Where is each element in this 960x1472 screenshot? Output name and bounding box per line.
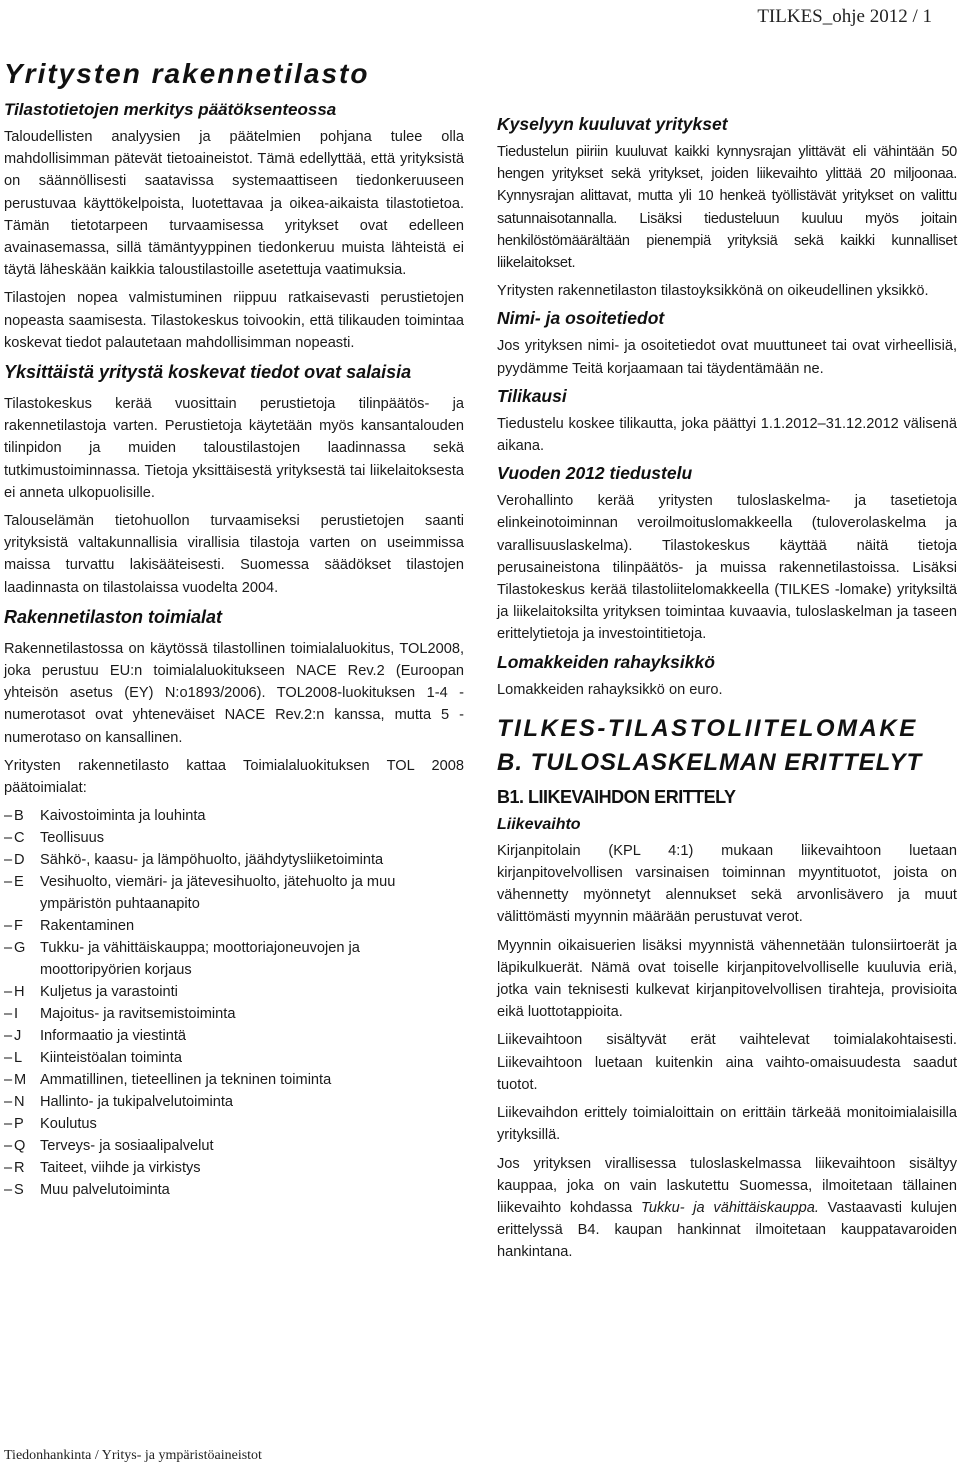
form-title: TILKES-TILASTOLIITELOMAKE bbox=[497, 714, 918, 742]
section-heading-name-address: Nimi- ja osoitetiedot bbox=[497, 308, 665, 329]
industry-item bbox=[4, 1025, 464, 1047]
industry-dash: – bbox=[4, 984, 13, 1001]
industry-code: J bbox=[14, 1028, 22, 1045]
section-heading-b1: B1. LIIKEVAIHDON ERITTELY bbox=[497, 786, 736, 807]
industry-code: R bbox=[14, 1160, 25, 1177]
industry-dash: – bbox=[4, 1072, 13, 1089]
subheading-turnover: Liikevaihto bbox=[497, 815, 581, 833]
industry-dash: – bbox=[4, 852, 13, 869]
paragraph-turnover-2-text: Myynnin oikaisuerien lisäksi myynnistä vähennetään tulonsiirtoerät ja läpikulkuerät. Nämä ovat toiselle kirjanpitovelvolliselle kuuluvia eriä, jotka vain teknisesti kulkevat kirjanpitovelvollisen tirahteja, provisioita eikä luottotappioita. bbox=[497, 937, 957, 1021]
paragraph-statistics-importance-2: Tilastojen nopea valmistuminen riippuu ratkaisevasti perustietojen nopeasta saamisesta. Tilastokeskus toivookin, että tilikauden toimintaa koskevat tiedot palautetaan mahdollisimman nopeasti. bbox=[4, 290, 464, 351]
industry-item bbox=[4, 937, 464, 981]
industry-dash: – bbox=[4, 1138, 13, 1155]
industry-code: L bbox=[14, 1050, 23, 1067]
industry-name: Kuljetus ja varastointi bbox=[40, 984, 178, 1001]
industry-item bbox=[4, 849, 464, 871]
document-title: Yritysten rakennetilasto bbox=[4, 58, 370, 89]
industry-dash: – bbox=[4, 808, 13, 825]
industry-item bbox=[4, 1135, 464, 1157]
industry-dash: – bbox=[4, 1116, 13, 1133]
page-header-id: TILKES_ohje 2012 / 1 bbox=[757, 6, 932, 27]
paragraph-industries-2: Yritysten rakennetilasto kattaa Toimialaluokituksen TOL 2008 päätoimialat: bbox=[4, 757, 464, 797]
industry-item bbox=[4, 1069, 464, 1091]
industry-item bbox=[4, 805, 464, 827]
industry-name: Majoitus- ja ravitsemistoiminta bbox=[40, 1006, 236, 1023]
industry-dash: – bbox=[4, 830, 13, 847]
paragraph-turnover-2 bbox=[497, 935, 957, 1024]
industry-code: P bbox=[14, 1116, 24, 1133]
industry-name: Sähkö-, kaasu- ja lämpöhuolto, jäähdytysliiketoiminta bbox=[40, 852, 384, 869]
paragraph-turnover-5-part2: Vastaavasti kulujen erittelyssä B4. kaupan hankinnat ilmoitetaan kauppatavaroiden hankintana. bbox=[497, 1199, 957, 1261]
section-heading-fiscal-period: Tilikausi bbox=[497, 385, 567, 406]
industry-name: Kiinteistöalan toiminta bbox=[40, 1050, 182, 1067]
industry-code: C bbox=[14, 830, 25, 847]
industry-dash: – bbox=[4, 1028, 13, 1045]
right-column bbox=[497, 114, 957, 1270]
paragraph-turnover-5-emphasis: Tukku- ja vähittäiskauppa. bbox=[641, 1199, 819, 1216]
paragraph-turnover-5 bbox=[497, 1153, 957, 1264]
industry-name: Hallinto- ja tukipalvelutoiminta bbox=[40, 1094, 234, 1111]
industry-dash: – bbox=[4, 940, 13, 957]
industry-dash: – bbox=[4, 1050, 13, 1067]
industry-code: M bbox=[14, 1072, 27, 1089]
paragraph-turnover-4: Liikevaihdon erittely toimialoittain on erittäin tärkeää monitoimialaisilla yrityksillä. bbox=[497, 1105, 957, 1144]
industry-item bbox=[4, 981, 464, 1003]
left-column bbox=[4, 100, 464, 1201]
industry-item bbox=[4, 915, 464, 937]
paragraph-confidentiality-1: Tilastokeskus kerää vuosittain perustietoja tilinpäätös- ja rakennetilastoja varten. Perustietoja käytetään myös kansantalouden tilinpidon ja muiden taloustilastojen laadinnassa sekä tutkimustoiminnassa. Tietoja yksittäisestä yrityksestä tai liikelaitoksesta ei anneta ulkopuolisille. bbox=[4, 396, 464, 501]
industry-name: Tukku- ja vähittäiskauppa; moottoriajoneuvojen ja moottoripyörien korjaus bbox=[40, 940, 360, 979]
industry-code: G bbox=[14, 940, 26, 957]
industry-name: Koulutus bbox=[40, 1116, 97, 1133]
page-footer: Tiedonhankinta / Yritys- ja ympäristöaineistot bbox=[4, 1448, 262, 1463]
industry-item bbox=[4, 871, 464, 915]
industry-dash: – bbox=[4, 1094, 13, 1111]
industry-item bbox=[4, 1113, 464, 1135]
industry-code: S bbox=[14, 1182, 24, 1199]
industry-item bbox=[4, 1157, 464, 1179]
industry-item bbox=[4, 827, 464, 849]
industry-code: N bbox=[14, 1094, 25, 1111]
industry-name: Rakentaminen bbox=[40, 918, 135, 935]
industry-dash: – bbox=[4, 1182, 13, 1199]
industry-code: E bbox=[14, 874, 24, 891]
paragraph-turnover-1: Kirjanpitolain (KPL 4:1) mukaan liikevaihtoon luetaan kirjanpitovelvollisen varsinaisen toiminnan myyntituotot, joista on vähennetty myönnetyt alennukset sekä arvonlisävero ja muut välittömästi myynnin määrään perustuvat verot. bbox=[497, 842, 957, 926]
section-heading-survey-2012: Vuoden 2012 tiedustelu bbox=[497, 463, 693, 484]
industry-name: Ammatillinen, tieteellinen ja tekninen toiminta bbox=[40, 1072, 332, 1089]
paragraph-currency-unit: Lomakkeiden rahayksikkö on euro. bbox=[497, 681, 723, 698]
form-subtitle: B. TULOSLASKELMAN ERITTELYT bbox=[497, 748, 923, 776]
paragraph-turnover-5-part1: Jos yrityksen virallisessa tuloslaskelmassa liikevaihtoon sisältyy kauppaa, joka on vain laskutettu Suomessa, ilmoitetaan tällainen liikevaihto kohdassa bbox=[497, 1155, 957, 1216]
industry-code: H bbox=[14, 984, 25, 1001]
industry-list bbox=[4, 805, 464, 1201]
industry-name: Taiteet, viihde ja virkistys bbox=[40, 1160, 201, 1177]
industry-code: I bbox=[14, 1006, 19, 1023]
industry-item bbox=[4, 1047, 464, 1069]
paragraph-fiscal-period: Tiedustelu koskee tilikautta, joka päättyi 1.1.2012–31.12.2012 välisenä aikana. bbox=[497, 415, 957, 455]
paragraph-confidentiality-2: Talouselämän tietohuollon turvaamiseksi perustietojen saanti yrityksistä valtakunnallisia virallisia tilastoja varten on useimmissa maissa turvattu lakisääteisesti. Suomessa säädökset tilastojen laadinnasta on tilastolaissa vuodelta 2004. bbox=[4, 513, 464, 596]
paragraph-industries-1: Rakennetilastossa on käytössä tilastollinen toimialaluokitus, TOL2008, joka perustuu EU:n toimialaluokitukseen NACE Rev.2 (Euroopan yhteisön asetus (EY) N:o1893/2006). TOL2008-luokituksen 1-4 -numerotasot ovat yhteneväiset NACE Rev.2:n kanssa, mutta 5 -numerotaso on kansallinen. bbox=[4, 640, 464, 746]
industry-item bbox=[4, 1091, 464, 1113]
section-heading-statistics-importance: Tilastotietojen merkitys päätöksenteossa bbox=[4, 100, 337, 119]
industry-name: Informaatio ja viestintä bbox=[40, 1028, 187, 1045]
industry-name: Teollisuus bbox=[40, 830, 105, 847]
industry-item bbox=[4, 1003, 464, 1025]
section-heading-currency-unit: Lomakkeiden rahayksikkö bbox=[497, 651, 715, 672]
paragraph-surveyed-companies-1: Tiedustelun piiriin kuuluvat kaikki kynnysrajan ylittävät eli vähintään 50 hengen yritykset sekä yritykset, joiden liikevaihto ylittää 20 miljoonaa. Kynnysrajan alittavat, mutta yli 10 henkeä työllistävät yritykset on valittu satunnaisotannalla. Lisäksi tiedusteluun kuuluu myös joitain henkilöstömäärältään pienempiä yrityksiä sekä kaikki kunnalliset liikelaitokset. bbox=[497, 144, 957, 272]
industry-code: D bbox=[14, 852, 25, 869]
industry-name: Muu palvelutoiminta bbox=[40, 1182, 170, 1199]
industry-item bbox=[4, 1179, 464, 1201]
paragraph-name-address: Jos yrityksen nimi- ja osoitetiedot ovat muuttuneet tai ovat virheellisiä, pyydämme Teitä korjaamaan tai täydentämään ne. bbox=[497, 338, 957, 377]
industry-dash: – bbox=[4, 874, 13, 891]
section-heading-confidentiality: Yksittäistä yritystä koskevat tiedot ovat salaisia bbox=[4, 362, 412, 383]
paragraph-turnover-3: Liikevaihtoon sisältyvät erät vaihtelevat toimialakohtaisesti. Liikevaihtoon luetaan kuitenkin aina vaihto-omaisuudesta saadut tuotot. bbox=[497, 1032, 957, 1093]
industry-name: Terveys- ja sosiaalipalvelut bbox=[40, 1138, 214, 1155]
industry-dash: – bbox=[4, 918, 13, 935]
paragraph-surveyed-companies-2: Yritysten rakennetilaston tilastoyksikkönä on oikeudellinen yksikkö. bbox=[497, 283, 929, 300]
section-heading-industries: Rakennetilaston toimialat bbox=[4, 606, 223, 627]
section-heading-surveyed-companies: Kyselyyn kuuluvat yritykset bbox=[497, 114, 728, 134]
industry-dash: – bbox=[4, 1006, 13, 1023]
industry-name: Kaivostoiminta ja louhinta bbox=[40, 808, 206, 825]
industry-dash: – bbox=[4, 1160, 13, 1177]
industry-code: Q bbox=[14, 1138, 26, 1155]
industry-code: B bbox=[14, 808, 24, 825]
paragraph-survey-2012: Verohallinto kerää yritysten tuloslaskelma- ja tasetietoja elinkeinotoiminnan veroilmoituslomakkeella (tuloverolaskelma ja varallisuuslaskelma). Tilastokeskus käyttää näitä tietoja perusaineistona tilinpäätös- ja muissa rakennetilastoissa. Lisäksi Tilastokeskus kerää tilastoliitelomakkeella (TILKES -lomake) yrityksiltä ja liikelaitoksilta yrityksen toimintaa kuvaavia, tuloslaskelman ja taseen erittelytietoja ja investointitietoja. bbox=[497, 493, 957, 643]
industry-code: F bbox=[14, 918, 23, 935]
paragraph-statistics-importance-1: Taloudellisten analyysien ja päätelmien pohjana tulee olla mahdollisimman pätevät tietoaineistot. Tämä edellyttää, että yrityksistä on säännöllisesti saatavissa systemaattiseen tiedonkeruuseen perustuvaa käyttökelpoista, luotettavaa ja oikea-aikaista tilastotietoa. Tämän tietotarpeen turvaamisessa yritykset ovat edelleen avainasemassa, sillä tämäntyyppinen tiedonkeruu muista lähteistä ei täytä läheskään kaikkia taloustilastoille asetettuja vaatimuksia. bbox=[4, 129, 464, 279]
industry-name: Vesihuolto, viemäri- ja jätevesihuolto, jätehuolto ja muu ympäristön puhtaanapito bbox=[40, 874, 396, 913]
